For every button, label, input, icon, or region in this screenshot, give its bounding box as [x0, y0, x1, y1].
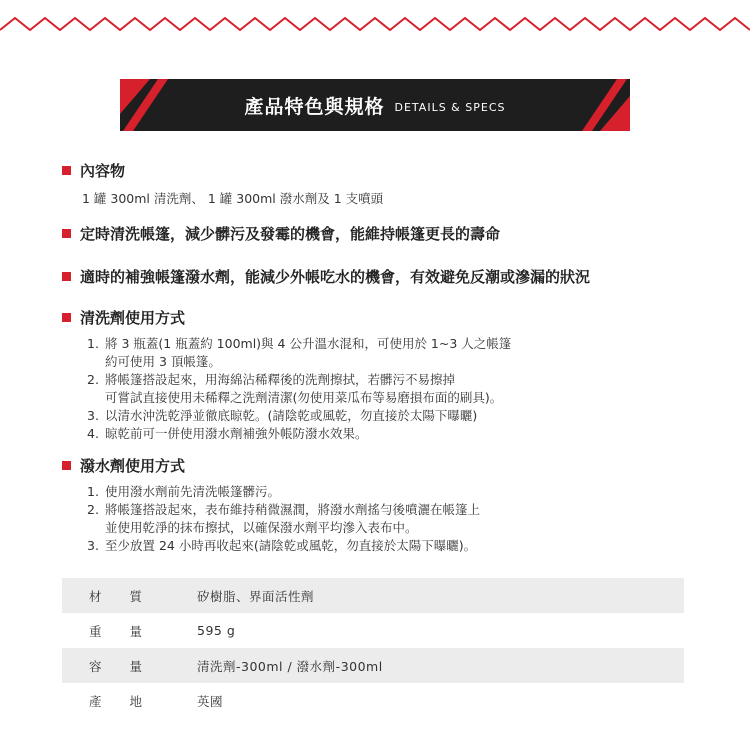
list-item	[87, 537, 710, 555]
table-row	[62, 683, 684, 718]
square-bullet-icon	[62, 313, 71, 322]
table-row	[62, 648, 684, 683]
repellent-heading	[62, 455, 710, 476]
square-bullet-icon	[62, 461, 71, 470]
step-number: 2.	[87, 372, 99, 387]
spec-value: 595 g	[197, 623, 236, 638]
list-item	[87, 425, 710, 443]
banner-title: 產品特色與規格	[244, 95, 385, 118]
repellent-heading-text: 潑水劑使用方式	[80, 457, 186, 475]
spec-label: 重量	[89, 623, 171, 639]
list-item	[87, 501, 710, 537]
contents-heading	[62, 160, 710, 181]
feature-2	[62, 266, 710, 287]
step-text: 使用潑水劑前先清洗帳篷髒污。	[105, 484, 281, 499]
step-text: 晾乾前可一併使用潑水劑補強外帳防潑水效果。	[105, 426, 368, 441]
step-text-cont: 並使用乾淨的抹布擦拭，以確保潑水劑平均滲入表布中。	[105, 520, 418, 535]
feature-1	[62, 223, 710, 244]
table-row	[62, 613, 684, 648]
feature-2-text: 適時的補強帳篷潑水劑，能減少外帳吃水的機會，有效避免反潮或滲漏的狀況	[80, 268, 591, 286]
list-item	[87, 483, 710, 501]
step-text: 將帳篷搭設起來，表布維持稍微濕潤，將潑水劑搖勻後噴灑在帳篷上	[105, 502, 481, 517]
spec-label: 產地	[89, 693, 171, 709]
step-number: 1.	[87, 336, 99, 351]
step-text: 將 3 瓶蓋(1 瓶蓋約 100ml)與 4 公升溫水混和，可使用於 1~3 人之帳篷	[105, 336, 512, 351]
list-item	[87, 371, 710, 407]
zigzag-border	[0, 14, 750, 38]
square-bullet-icon	[62, 229, 71, 238]
list-item	[87, 407, 710, 425]
step-text: 至少放置 24 小時再收起來(請陰乾或風乾，勿直接於太陽下曝曬)。	[105, 538, 477, 553]
list-item	[87, 335, 710, 371]
step-number: 2.	[87, 502, 99, 517]
spec-value: 清洗劑-300ml / 潑水劑-300ml	[197, 658, 383, 674]
spec-label: 容量	[89, 658, 171, 674]
step-number: 3.	[87, 408, 99, 423]
cleaner-section	[62, 307, 710, 443]
spec-value: 英國	[197, 693, 224, 709]
spec-label: 材質	[89, 588, 171, 604]
spec-value: 矽樹脂、界面活性劑	[197, 588, 315, 604]
step-number: 4.	[87, 426, 99, 441]
table-row	[62, 578, 684, 613]
contents-heading-text: 內容物	[80, 162, 126, 180]
square-bullet-icon	[62, 166, 71, 175]
repellent-steps	[87, 483, 710, 555]
cleaner-heading	[62, 307, 710, 328]
cleaner-heading-text: 清洗劑使用方式	[80, 309, 186, 327]
step-text: 將帳篷搭設起來，用海綿沾稀釋後的洗劑擦拭，若髒污不易擦掉	[105, 372, 456, 387]
step-text-cont: 可嘗試直接使用未稀釋之洗劑清潔(勿使用菜瓜布等易磨損布面的刷具)。	[105, 390, 503, 405]
square-bullet-icon	[62, 272, 71, 281]
banner-subtitle: DETAILS & SPECS	[394, 101, 506, 114]
repellent-section	[62, 455, 710, 555]
feature-1-text: 定時清洗帳篷，減少髒污及發霉的機會，能維持帳篷更長的壽命	[80, 225, 501, 243]
step-text-cont: 約可使用 3 頂帳篷。	[105, 354, 221, 369]
section-banner	[120, 79, 630, 131]
step-number: 3.	[87, 538, 99, 553]
step-text: 以清水沖洗乾淨並徹底晾乾。(請陰乾或風乾，勿直接於太陽下曝曬)	[105, 408, 478, 423]
contents-text: 1 罐 300ml 清洗劑、 1 罐 300ml 潑水劑及 1 支噴頭	[82, 191, 384, 206]
contents-section	[62, 160, 710, 208]
cleaner-steps	[87, 335, 710, 443]
step-number: 1.	[87, 484, 99, 499]
specs-table	[62, 578, 684, 718]
